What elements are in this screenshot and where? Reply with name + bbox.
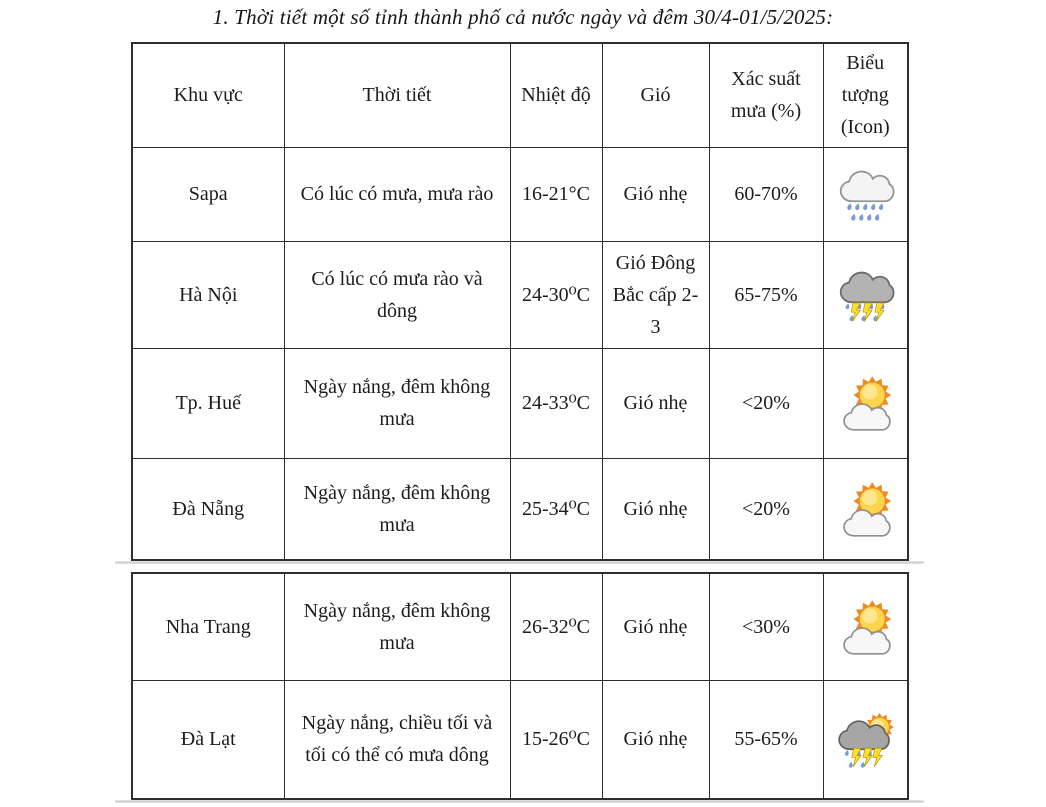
- col-header-icon: Biểu tượng (Icon): [823, 43, 908, 147]
- col-header-wind: Gió: [602, 43, 709, 147]
- col-header-region: Khu vực: [132, 43, 284, 147]
- rain-probability-cell: 55-65%: [709, 680, 823, 799]
- region-cell: Đà Lạt: [132, 680, 284, 799]
- section-divider: [115, 561, 924, 564]
- icon-cell: [823, 241, 908, 348]
- rain-probability-cell: 60-70%: [709, 147, 823, 241]
- icon-cell: [823, 348, 908, 458]
- rain-probability-cell: <30%: [709, 573, 823, 680]
- storm-sun-cloud-icon: [832, 706, 898, 772]
- wind-cell: Gió nhẹ: [602, 147, 709, 241]
- wind-cell: Gió nhẹ: [602, 348, 709, 458]
- sun-cloud-icon: [832, 476, 898, 542]
- rain-probability-cell: 65-75%: [709, 241, 823, 348]
- temperature-cell: 16-21°C: [510, 147, 602, 241]
- weather-table-secondary: [131, 572, 909, 800]
- region-cell: Tp. Huế: [132, 348, 284, 458]
- region-cell: Sapa: [132, 147, 284, 241]
- temperature-cell: 15-26⁰C: [510, 680, 602, 799]
- icon-cell: [823, 147, 908, 241]
- region-cell: Hà Nội: [132, 241, 284, 348]
- icon-cell: [823, 680, 908, 799]
- table-row: [132, 348, 908, 458]
- weather-cell: Có lúc có mưa, mưa rào: [284, 147, 510, 241]
- weather-cell: Ngày nắng, chiều tối và tối có thể có mưa dông: [284, 680, 510, 799]
- weather-cell: Có lúc có mưa rào và dông: [284, 241, 510, 348]
- weather-cell: Ngày nắng, đêm không mưa: [284, 348, 510, 458]
- sun-cloud-icon: [832, 594, 898, 660]
- header-row: [132, 43, 908, 147]
- wind-cell: Gió nhẹ: [602, 458, 709, 560]
- region-cell: Đà Nẵng: [132, 458, 284, 560]
- weather-table-main: [131, 42, 909, 561]
- temperature-cell: 25-34⁰C: [510, 458, 602, 560]
- col-header-rain-probability: Xác suất mưa (%): [709, 43, 823, 147]
- wind-cell: Gió Đông Bắc cấp 2-3: [602, 241, 709, 348]
- col-header-weather: Thời tiết: [284, 43, 510, 147]
- table-row: [132, 147, 908, 241]
- table-row: [132, 241, 908, 348]
- wind-cell: Gió nhẹ: [602, 573, 709, 680]
- icon-cell: [823, 573, 908, 680]
- bottom-divider: [115, 800, 924, 803]
- rain-cloud-icon: [832, 161, 898, 227]
- icon-cell: [823, 458, 908, 560]
- weather-cell: Ngày nắng, đêm không mưa: [284, 458, 510, 560]
- table-row: [132, 680, 908, 799]
- rain-probability-cell: <20%: [709, 348, 823, 458]
- col-header-temperature: Nhiệt độ: [510, 43, 602, 147]
- wind-cell: Gió nhẹ: [602, 680, 709, 799]
- rain-probability-cell: <20%: [709, 458, 823, 560]
- temperature-cell: 24-33⁰C: [510, 348, 602, 458]
- weather-cell: Ngày nắng, đêm không mưa: [284, 573, 510, 680]
- temperature-cell: 24-30⁰C: [510, 241, 602, 348]
- sun-cloud-icon: [832, 370, 898, 436]
- table-row: [132, 573, 908, 680]
- region-cell: Nha Trang: [132, 573, 284, 680]
- page-title: 1. Thời tiết một số tỉnh thành phố cả nước ngày và đêm 30/4-01/5/2025:: [212, 5, 834, 29]
- temperature-cell: 26-32⁰C: [510, 573, 602, 680]
- table-row: [132, 458, 908, 560]
- storm-cloud-icon: [832, 262, 898, 328]
